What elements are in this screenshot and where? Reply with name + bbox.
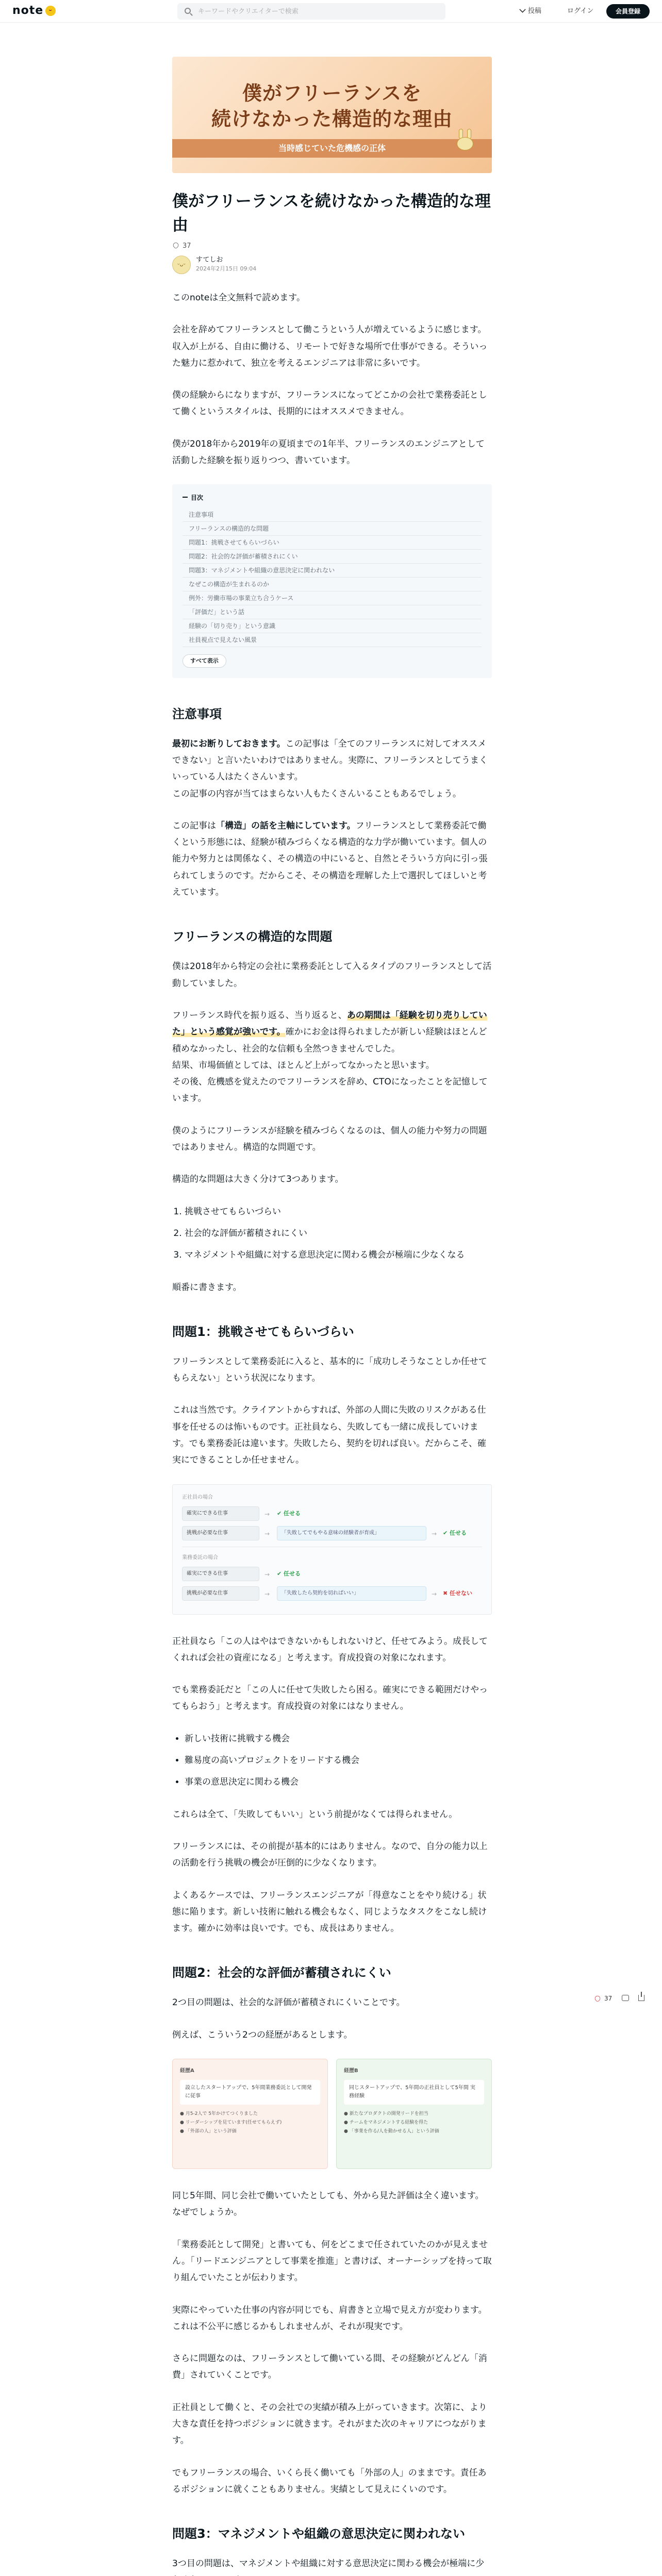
card-line: ● チームをマネジメントする経験を得た <box>344 2120 428 2126</box>
arrow-right-icon: → <box>432 1530 437 1537</box>
bunny-mascot-icon <box>455 129 475 151</box>
toc-item[interactable]: 経験の「切り売り」という意識 <box>183 619 482 633</box>
figure-task-box: 確実にできる仕事 <box>182 1567 259 1581</box>
arrow-right-icon: → <box>264 1570 270 1578</box>
paragraph: これらは全て、「失敗してもいい」という前提がなくては得られません。 <box>172 1809 458 1820</box>
paragraph <box>172 818 492 901</box>
paragraph: でも業務委託だと「この人に任せて失敗したら困る。確実にできる範囲だけやってもらおう」と考えます。育成投資の対象にはなりません。 <box>172 1685 488 1712</box>
figure-result-ok: ✔ 任せる <box>277 1510 301 1517</box>
text: この記事の内容が当てはまらない人もたくさんいることもあるでしょう。 <box>172 788 461 799</box>
logo-text: note <box>12 4 44 17</box>
paragraph: でもフリーランスの場合、いくら長く働いても「外部の人」のままです。責任あるポジションに就くこともありません。実績として見えにくいのです。 <box>172 2467 487 2495</box>
figure-row <box>182 1526 482 1541</box>
toc-heading-label: 目次 <box>191 494 204 502</box>
card-tag: 経歴A <box>180 2068 194 2074</box>
paragraph: 順番に書きます。 <box>172 1282 242 1293</box>
table-of-contents <box>172 484 492 677</box>
side-like-count: 37 <box>604 1995 613 2002</box>
eyecatch-title <box>172 80 492 132</box>
text: この記事は「全てのフリーランスに対してオススメできない」と言いたいわけではありません。実際に、フリーランスとしてうまくいっている人はたくさんいます。 <box>172 738 488 783</box>
numbered-list <box>185 1204 492 1264</box>
toc-show-all-button[interactable]: すべて表示 <box>183 654 226 668</box>
section-heading: 問題2：社会的な評価が蓄積されにくい <box>172 1965 391 1980</box>
text: その後、危機感を覚えたのでフリーランスを辞め、CTOになったことを記憶しています。 <box>172 1077 488 1104</box>
intro-paragraph: 僕が2018年から2019年の夏頃までの1年半、フリーランスのエンジニアとして活動した経験を振り返りつつ、書いています。 <box>172 438 485 466</box>
note-logo[interactable] <box>12 5 56 17</box>
text: フリーランス時代を振り返る、当り返ると、 <box>172 1010 347 1021</box>
figure-result-ok: ✔ 任せる <box>277 1570 301 1577</box>
toc-item[interactable]: 問題2：社会的な評価が蓄積されにくい <box>183 550 482 564</box>
comment-icon[interactable] <box>622 1995 629 2001</box>
paragraph: 正社員として働くと、その会社での実績が積み上がっていきます。次第に、より大きな責任を持つポジションに就きます。それがまた次のキャリアにつながります。 <box>172 2402 487 2446</box>
paragraph: 実際にやっていた仕事の内容が同じでも、肩書きと立場で見え方が変わります。これは不公平に感じるかもしれませんが、それが現実です。 <box>172 2304 487 2332</box>
figure-row <box>182 1567 482 1582</box>
paragraph: 僕のようにフリーランスが経験を積みづらくなるのは、個人の能力や努力の問題ではありません。構造的な問題です。 <box>172 1125 487 1153</box>
paragraph: 構造的な問題は大きく分けて3つあります。 <box>172 1174 344 1185</box>
login-link[interactable]: ログイン <box>567 7 594 15</box>
list-item: • 難易度の高いプロジェクトをリードする機会 <box>185 1752 492 1769</box>
intro-paragraph: 会社を辞めてフリーランスとして働こうという人が増えているように感じます。収入が上がる、自由に働ける、リモートで好きな場所で仕事ができる。そういった魅力に惹かれて、独立を考えるエンジニアは非常に多いです。 <box>172 325 488 368</box>
like-heart-icon[interactable] <box>594 1995 602 2003</box>
article-body <box>172 290 492 2576</box>
card-line: ● 「外部の人」という評価 <box>180 2129 237 2134</box>
toc-heading <box>183 493 482 503</box>
figure-task-box: 挑戦が必要な仕事 <box>182 1586 259 1601</box>
toc-item[interactable]: フリーランスの構造的な問題 <box>183 522 482 536</box>
figure-label: 正社員の場合 <box>182 1494 213 1500</box>
like-count[interactable] <box>172 241 191 251</box>
author-name[interactable]: すてしお <box>196 256 223 264</box>
paragraph: 例えば、こういう2つの経歴があるとします。 <box>172 2029 353 2040</box>
toc-item[interactable]: 「評価だ」という話 <box>183 605 482 619</box>
paragraph <box>172 1007 492 1107</box>
avatar[interactable]: ᵕᴗᵕ <box>172 256 191 274</box>
figure-row <box>182 1506 482 1522</box>
search-icon <box>185 8 191 14</box>
heart-icon <box>172 242 180 249</box>
text: この記事は <box>172 820 216 831</box>
eyecatch-title-line2: 続けなかった構造的な理由 <box>211 108 453 130</box>
text: フリーランスとして業務委託で働くという形態には、経験が積みづらくなる構造的な力学が働いています。個人の能力や努力とは関係なく、その構造の中にいると、自然とそういう方向に引っ張られてしまうのです。だからこそ、その構造を理解した上で選択してほしいと考えています。 <box>172 820 488 898</box>
career-card-a <box>172 2059 328 2169</box>
paragraph: 正社員なら「この人はやはできないかもしれないけど、任せてみよう。成長してくれれば会社の資産になる」と考えます。育成投資の対象になれます。 <box>172 1636 488 1663</box>
toc-item[interactable]: 例外：労働市場の事業立ち合うケース <box>183 591 482 605</box>
arrow-right-icon: → <box>264 1530 270 1537</box>
intro-paragraph: 僕の経験からになりますが、フリーランスになってどこかの会社で業務委託として働くというスタイルは、長期的にはオススメできません。 <box>172 390 487 417</box>
section-heading: フリーランスの構造的な問題 <box>172 929 333 944</box>
paragraph: 2つ目の問題は、社会的な評価が蓄積されにくいことです。 <box>172 1997 405 2008</box>
figure-label: 業務委託の場合 <box>182 1554 218 1561</box>
list-item: • 事業の意思決定に関わる機会 <box>185 1774 492 1790</box>
arrow-right-icon: → <box>264 1590 270 1598</box>
free-notice: このnoteは全文無料で読めます。 <box>172 293 305 303</box>
card-line: ● リーダーシップを見ています(任せてもらえず) <box>180 2120 282 2126</box>
eyecatch-subtitle: 当時感じていた危機感の正体 <box>278 143 386 153</box>
bold-text: 最初にお断りしておきます。 <box>172 738 286 749</box>
share-icon[interactable] <box>638 1995 644 2001</box>
post-button[interactable] <box>520 6 541 16</box>
arrow-right-icon: → <box>264 1510 270 1518</box>
paragraph: 僕は2018年から特定の会社に業務委託として入るタイプのフリーランスとして活動していました。 <box>172 961 492 989</box>
figure-task-box: 挑戦が必要な仕事 <box>182 1526 259 1540</box>
paragraph: 3つ目の問題は、マネジメントや組織に対する意思決定に関わる機会が極端に少 <box>172 2558 485 2569</box>
paragraph: フリーランスには、その前提が基本的にはありません。なので、自分の能力以上の活動を行う挑戦の機会が圧倒的に少なくなります。 <box>172 1841 488 1869</box>
paragraph: フリーランスとして業務委託に入ると、基本的に「成功しそうなことしか任せてもらえない」という状況になります。 <box>172 1356 487 1384</box>
career-card-b <box>336 2059 492 2169</box>
highlight-text: あの期間は「経験を切り売りしていた」という感覚が強いです。 <box>172 1010 487 1038</box>
search-input[interactable] <box>198 3 435 20</box>
floating-action-bar <box>588 1993 655 2005</box>
paragraph <box>172 736 492 802</box>
eyecatch-image <box>172 57 492 173</box>
figure-thought-bubble: 「失敗してでもやる意味の経験者が育成」 <box>277 1526 426 1540</box>
toc-item[interactable]: 問題1：挑戦させてもらいづらい <box>183 536 482 550</box>
paragraph: よくあるケースでは、フリーランスエンジニアが「得意なことをやり続ける」状態に陥ります。新しい技術に触れる機会もなく、同じようなタスクをこなし続けます。確かに効率は良いです。でも、成長はありません。 <box>172 1890 487 1934</box>
toc-item[interactable]: 社員視点で見えない風景 <box>183 633 482 647</box>
post-label: 投稿 <box>528 7 542 15</box>
toc-list-icon <box>183 497 188 498</box>
list-item: 1. 挑戦させてもらいづらい <box>185 1204 492 1220</box>
text: 確かにお金は得られましたが新しい経験はほとんど積めなかったし、社会的な信頼も全然つきませんでした。 <box>172 1027 487 1054</box>
list-item: • 新しい技術に挑戦する機会 <box>185 1731 492 1747</box>
toc-item[interactable]: 問題3：マネジメントや組織の意思決定に関われない <box>183 564 482 578</box>
article-title: 僕がフリーランスを続けなかった構造的な理由 <box>172 192 491 234</box>
card-summary: 設立したスタートアップで、5年間業務委託として開発に従事 <box>180 2080 320 2105</box>
list-item: 3. マネジメントや組織に対する意思決定に関わる機会が極端に少なくなる <box>185 1247 492 1263</box>
section-heading: 注意事項 <box>172 706 222 721</box>
card-line: ● 月5-2人で 5年かけてつくりました <box>180 2111 258 2117</box>
list-item: 2. 社会的な評価が蓄積されにくい <box>185 1225 492 1242</box>
search-bar[interactable] <box>177 3 445 20</box>
card-summary: 同じスタートアップで、5年間の正社員として5年間 実務経験 <box>344 2080 484 2105</box>
paragraph: 同じ5年間、同じ会社で働いていたとしても、外から見た評価は全く違います。なぜでしょうか。 <box>172 2191 484 2218</box>
pen-icon <box>519 6 525 12</box>
like-count-value: 37 <box>183 242 191 250</box>
paragraph: これは当然です。クライアントからすれば、外部の人間に失敗のリスクがある仕事を任せるのは怖いものです。正社員なら、失敗しても一緒に成長していけます。でも業務委託は違います。失敗したら、契約を切れば良い。だからこそ、確実にできることしか任せません。 <box>172 1405 486 1466</box>
post-date: 2024年2月15日 09:04 <box>196 265 257 272</box>
card-tag: 経歴B <box>344 2068 358 2074</box>
figure-thought-bubble: 「失敗したら契約を切ればいい」 <box>277 1586 426 1601</box>
arrow-right-icon: → <box>432 1590 437 1598</box>
section-heading: 問題3：マネジメントや組織の意思決定に関われない <box>172 2527 465 2541</box>
site-header <box>0 0 662 23</box>
figure-result-ok: ✔ 任せる <box>443 1529 467 1536</box>
logo-badge-icon: ᵕ <box>45 6 56 16</box>
eyecatch-title-line1: 僕がフリーランスを <box>242 82 422 105</box>
paragraph: 「業務委託として開発」と書いても、何をどこまで任されていたのかが見えません。「リードエンジニアとして事業を推進」と書けば、オーナーシップを持って取り組んでいたことが伝わります。 <box>172 2239 492 2283</box>
figure-task-box: 確実にできる仕事 <box>182 1506 259 1521</box>
paragraph: さらに問題なのは、フリーランスとして働いている間、その経験がどんどん「消費」されていくことです。 <box>172 2353 487 2381</box>
figure-result-ng: ✖ 任せない <box>443 1589 473 1597</box>
bullet-list <box>185 1731 492 1791</box>
text: 結果、市場価値としては、ほとんど上がってなかったと思います。 <box>172 1060 435 1071</box>
card-line: ● 「事業を作る/人を動かせる人」という評価 <box>344 2129 439 2134</box>
section-heading: 問題1：挑戦させてもらいづらい <box>172 1324 354 1339</box>
toc-item[interactable]: 注意事項 <box>183 508 482 522</box>
toc-item[interactable]: なぜこの構造が生まれるのか <box>183 578 482 591</box>
card-line: ● 新たなプロダクトの開発リードを担当 <box>344 2111 428 2117</box>
signup-button[interactable]: 会員登録 <box>606 4 650 19</box>
comparison-figure <box>172 1484 492 1615</box>
figure-row <box>182 1586 482 1602</box>
career-comparison-figure <box>172 2059 492 2169</box>
bold-text: 「構造」の話を主軸にしています。 <box>216 820 356 831</box>
